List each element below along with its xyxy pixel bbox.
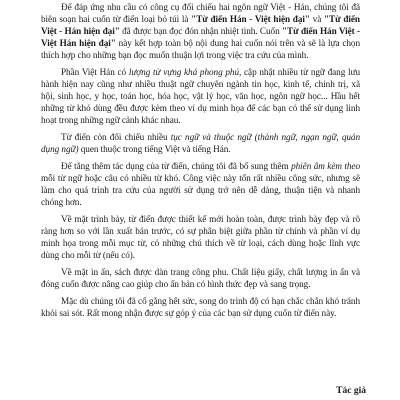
text-run: và — [309, 14, 324, 24]
text-run: này kết hợp toàn bộ nội dung hai cuốn nói trên và sẽ là lựa chọn thích hợp cho những bạn đọc muốn thuận lợi trong việc tra cứu của mình. — [41, 38, 360, 60]
paragraph — [41, 160, 360, 208]
italic-phrase: tục ngữ và thuộc ngữ (thành ngữ, ngạn ngữ, quán dụng ngữ) — [41, 132, 360, 154]
text-run: Phần Việt Hán có — [61, 67, 129, 77]
text-run: đã được bạn đọc đón nhận nhiệt tình. Cuốn — [119, 26, 282, 36]
italic-phrase: lượng từ vựng khá phong phú — [128, 67, 240, 77]
text-run: Để tăng thêm tác dụng của từ điển, chúng tôi đã bổ sung thêm — [61, 161, 292, 171]
text-run: Về mặt trình bày, từ điển được thiết kế mới hoàn toàn, được trình bày đẹp và rõ ràng hơn so với lần xuất bản trước, có sự phân biệt giữa phần từ chính và phần ví dụ minh họa trong mỗi mục từ, có những chú thích về từ loại, cách dùng hoặc lĩnh vực dùng cho mỗi từ (nếu có). — [41, 214, 360, 260]
bold-title: "Từ điển Hán Việt - Việt Hán hiện đại" — [41, 26, 361, 48]
bold-title: "Từ điển Hán - Việt hiện đại" — [191, 14, 310, 24]
bold-title: "Từ điển Việt - Hán hiện đại" — [41, 14, 360, 36]
text-run: quen thuộc trong tiếng Việt và tiếng Hán. — [78, 144, 231, 154]
text-run: , cập nhật nhiều từ ngữ đang lưu hành hiện nay cũng như nhiều thuật ngữ chuyên ngành tin học, kinh tế, chính trị, xã hội, sinh học, y học, toán học, hóa học, vật lý học, văn học, ngôn ngữ học... Hầu hết những từ khó dùng đều được kèm theo ví dụ minh họa để các bạn có thể sử dụng linh hoạt trong những ngữ cảnh khác nhau. — [41, 67, 360, 125]
paragraph — [41, 266, 360, 290]
text-run: Về mặt in ấn, sách được dàn trang công phu. Chất liệu giấy, chất lượng in ấn và đóng cuốn được nâng cao giúp cho ấn bản có hình thức đẹp và sang trọng. — [41, 267, 360, 289]
paragraph — [41, 131, 360, 155]
paragraph — [41, 66, 360, 126]
text-run: Mặc dù chúng tôi đã cố gắng hết sức, song do trình độ có hạn chắc chắn khó tránh khỏi sai sót. Rất mong nhận được sự góp ý của các bạn sử dụng cuốn từ điển này. — [41, 296, 360, 318]
paragraph — [41, 1, 360, 61]
italic-phrase: phiên âm kèm theo — [291, 161, 360, 171]
preface-body — [41, 1, 360, 319]
paragraph — [41, 295, 360, 319]
author-signature: Tác giả — [336, 386, 366, 396]
text-run: Để đáp ứng nhu cầu có công cụ đối chiếu hai ngôn ngữ Việt - Hán, chúng tôi đã biên soạn hai cuốn từ điển loại bỏ túi là — [41, 2, 360, 24]
paragraph — [41, 213, 360, 261]
text-run: Từ điển còn đối chiếu nhiều — [61, 132, 171, 142]
text-run: mỗi từ ngữ hoặc câu có nhiều từ khó. Công việc này tốn rất nhiều công sức, nhưng sẽ làm cho quá trình tra cứu của người sử dụng trở nên dễ dàng, thuận tiện và nhanh chóng hơn. — [41, 173, 360, 207]
